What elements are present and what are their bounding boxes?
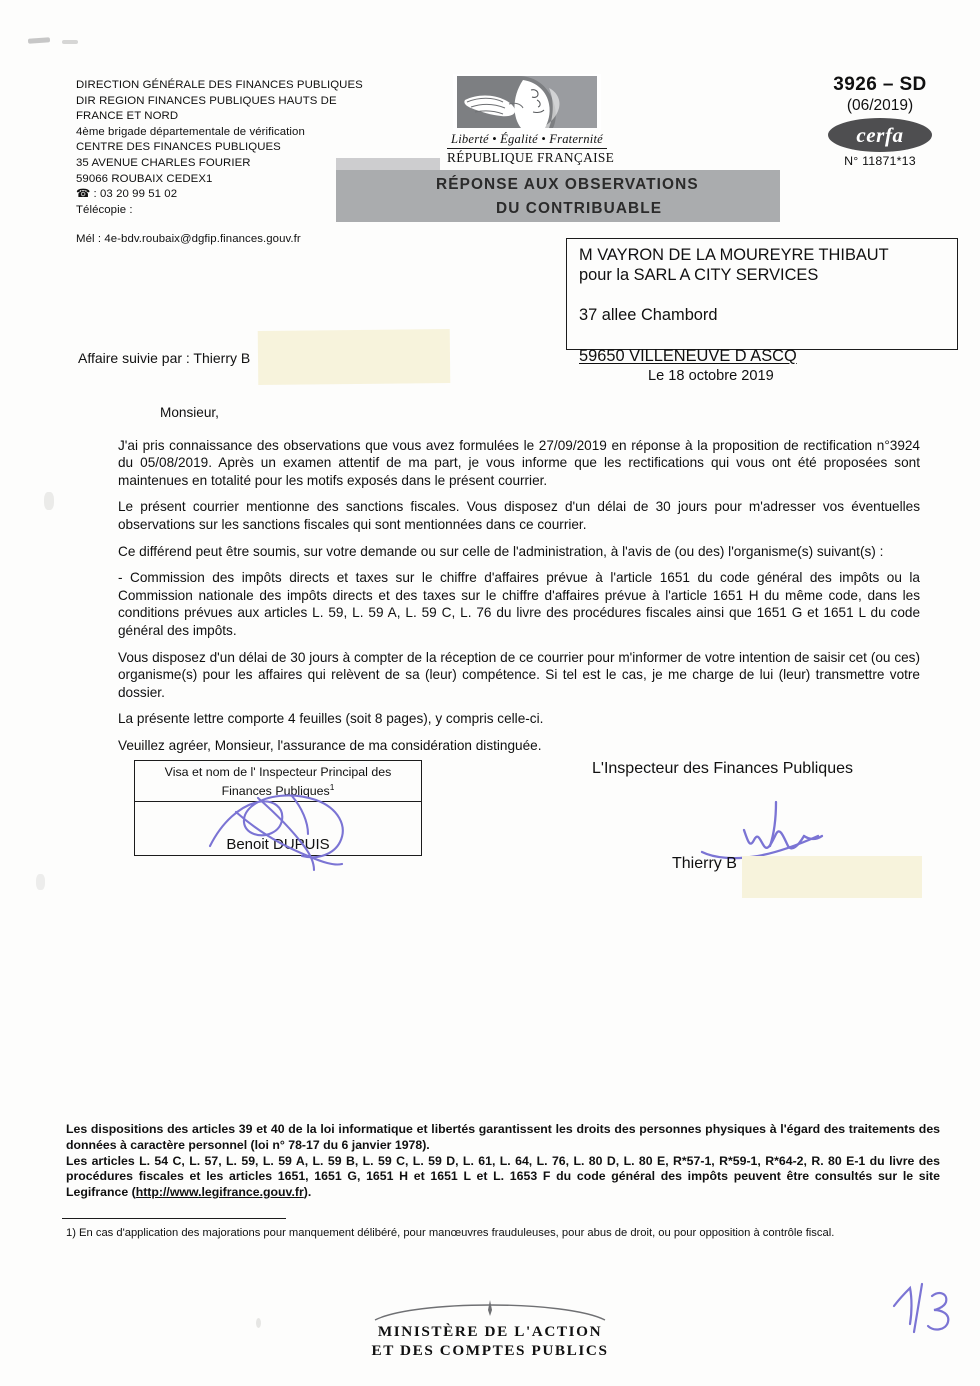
- legal-text-before-link: Les articles L. 54 C, L. 57, L. 59, L. 59 A, L. 59 B, L. 59 C, L. 59 D, L. 61, L. 64, L. 76, L. 80 D, L. 80 E, R*57-1, R*59-1, R*64-2, R. 80 E-1 du livre des procédures fiscales et les articles 1651, 1651 G, 1651 H et 1651 L et L. 1653 F du code général des impôts peuvent être consultés sur le site Legifrance (: [66, 1153, 940, 1200]
- letter-salutation: Monsieur,: [160, 405, 219, 420]
- scan-artifact: [62, 40, 78, 44]
- ministry-line-2: ET DES COMPTES PUBLICS: [371, 1342, 609, 1359]
- footnote-separator: [62, 1218, 286, 1219]
- cerfa-logo: [828, 118, 932, 152]
- recipient-address-box: [566, 238, 958, 365]
- banner-title-line2: DU CONTRIBUABLE: [496, 200, 663, 217]
- sender-line: DIRECTION GÉNÉRALE DES FINANCES PUBLIQUES: [76, 79, 363, 91]
- visa-header-line1: Visa et nom de l' Inspecteur Principal des: [164, 765, 392, 779]
- letter-paragraph: - Commission des impôts directs et taxes sur le chiffre d'affaires prévue à l'article 1651 du code général des impôts ou la Commission nationale des impôts directs et des taxes sur le chiffre d'affaires prévue à l'article 1651 H du même code, dans les conditions prévues aux articles L. 59, L. 59 A, L. 59 C, L. 76 du livre des procédures fiscales ainsi que 1651 G et 1651 L du code général des impôts.: [118, 570, 920, 638]
- sender-fax: Télécopie :: [76, 203, 133, 216]
- ministry-line-1: MINISTÈRE DE L'ACTION: [377, 1323, 603, 1340]
- legal-notice: [66, 1122, 940, 1201]
- letter-paragraph: Vous disposez d'un délai de 30 jours à compter de la réception de ce courrier pour m'informer de votre intention de saisir cet (ou ces) organisme(s) pour les affaires qui relèvent de sa (leur) compétence. Si tel est le cas, je me charge de lui (leur) transmettre votre dossier.: [118, 649, 920, 700]
- sender-line: 59066 ROUBAIX CEDEX1: [76, 172, 213, 185]
- letter-paragraph: Ce différend peut être soumis, sur votre demande ou sur celle de l'administration, à l'avis de (ou des) l'organisme(s) suivant(s) :: [118, 543, 884, 559]
- ministry-arc-icon: [365, 1296, 615, 1322]
- republic-motto: Liberté • Égalité • Fraternité: [451, 132, 603, 146]
- sender-line: 4ème brigade départementale de vérification: [76, 125, 305, 138]
- visa-header: [135, 761, 421, 802]
- cerfa-reference: N° 11871*13: [844, 154, 916, 168]
- document-title-banner: [336, 170, 780, 222]
- cerfa-version: (06/2019): [846, 97, 914, 114]
- cerfa-form-block: [800, 74, 960, 168]
- visa-box: [134, 760, 422, 856]
- scan-artifact: [44, 492, 54, 510]
- recipient-street: 37 allee Chambord: [579, 306, 718, 324]
- letter-body: [118, 404, 920, 755]
- letter-paragraph: Veuillez agréer, Monsieur, l'assurance de ma considération distinguée.: [118, 737, 542, 753]
- visa-inspector-name: Benoit DUPUIS: [226, 836, 330, 854]
- recipient-city: 59650 VILLENEUVE D ASCQ: [579, 347, 797, 365]
- ministry-footer: [0, 1296, 980, 1360]
- cerfa-form-number: 3926 – SD: [833, 74, 927, 95]
- inspector-name: Thierry B: [672, 855, 737, 872]
- scan-artifact: [28, 37, 50, 44]
- sender-phone: ☎ : 03 20 99 51 02: [76, 188, 178, 201]
- visa-footnote-marker: 1: [329, 781, 335, 792]
- legal-paragraph-1: Les dispositions des articles 39 et 40 de la loi informatique et libertés garantissent les droits des personnes physiques à l'égard des traitements des données à caractère personnel (loi n° 78-17 du 6 janvier 1978).: [66, 1122, 940, 1152]
- handwritten-page-number-icon: [884, 1276, 964, 1346]
- legal-text-after-link: ).: [303, 1185, 312, 1200]
- sender-line: CENTRE DES FINANCES PUBLIQUES: [76, 141, 281, 154]
- banner-title-line1: RÉPONSE AUX OBSERVATIONS: [436, 176, 699, 193]
- inspector-title: L'Inspecteur des Finances Publiques: [592, 760, 853, 777]
- recipient-name: M VAYRON DE LA MOUREYRE THIBAUT: [579, 246, 889, 264]
- footnote-text: 1) En cas d'application des majorations pour manquement délibéré, pour manœuvres frauduleuses, pour abus de droit, ou pour opposition à contrôle fiscal.: [66, 1227, 835, 1239]
- visa-header-line2: Finances Publiques: [221, 783, 330, 798]
- redaction-block-case-handler: [258, 329, 451, 385]
- republique-francaise-logo: [447, 74, 615, 166]
- legal-paragraph-2: [66, 1154, 940, 1201]
- recipient-company: pour la SARL A CITY SERVICES: [579, 266, 819, 284]
- sender-line: DIR REGION FINANCES PUBLIQUES HAUTS DE: [76, 94, 337, 107]
- case-handler-line: Affaire suivie par : Thierry B: [78, 350, 251, 366]
- marianne-profile-icon: [453, 74, 601, 130]
- letter-paragraph: La présente lettre comporte 4 feuilles (soit 8 pages), y compris celle-ci.: [118, 711, 544, 727]
- letter-paragraph: Le présent courrier mentionne des sanctions fiscales. Vous disposez d'un délai de 30 jours pour m'adresser vos éventuelles observations sur les sanctions fiscales qui sont mentionnées dans ce courrier.: [118, 499, 920, 532]
- sender-line: FRANCE ET NORD: [76, 110, 179, 123]
- legifrance-link[interactable]: http://www.legifrance.gouv.fr: [135, 1185, 304, 1200]
- sender-email: Mél : 4e-bdv.roubaix@dgfip.finances.gouv.fr: [76, 233, 301, 246]
- scan-artifact: [36, 874, 45, 890]
- cerfa-logo-text: cerfa: [856, 122, 904, 147]
- republic-name: RÉPUBLIQUE FRANÇAISE: [447, 150, 615, 165]
- letter-date: Le 18 octobre 2019: [648, 368, 774, 384]
- letter-paragraph: J'ai pris connaissance des observations que vous avez formulées le 27/09/2019 en réponse à la proposition de rectification n°3924 du 05/08/2019. Après un examen attentif de ma part, je vous informe que les rectifications qui vous ont été proposées sont maintenues en totalité pour les motifs exposés dans le présent courrier.: [118, 437, 920, 488]
- redaction-block-signature: [742, 856, 922, 898]
- sender-line: 35 AVENUE CHARLES FOURIER: [76, 156, 251, 169]
